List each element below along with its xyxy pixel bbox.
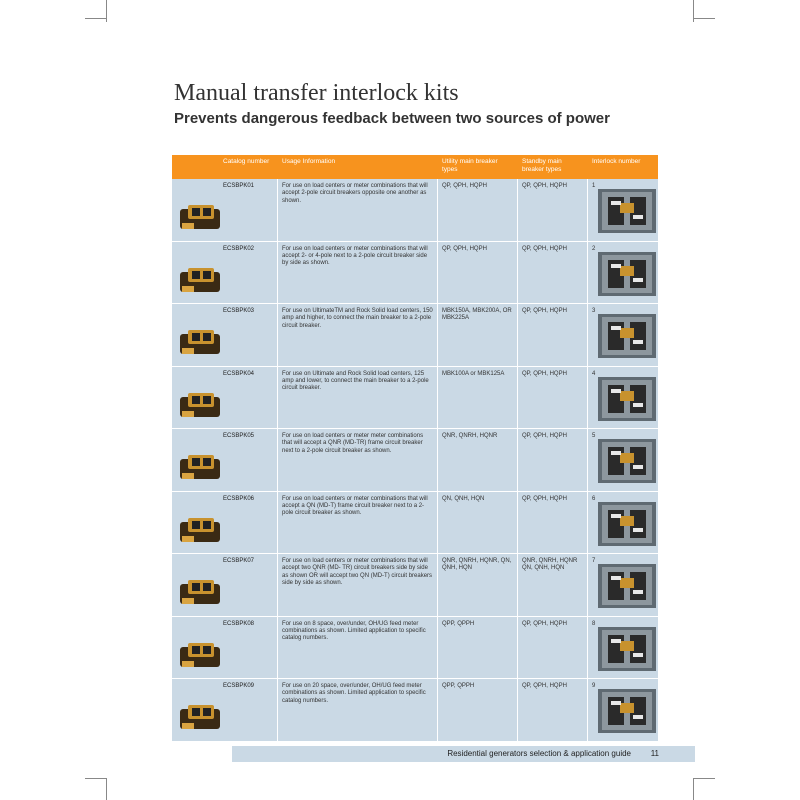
interlock-cell <box>588 429 658 491</box>
interlock-number: 6 <box>592 495 596 502</box>
catalog-cell <box>172 492 278 554</box>
interlock-kit-photo <box>178 262 224 296</box>
panel-photo <box>598 252 656 296</box>
interlock-number: 2 <box>592 245 596 252</box>
interlock-number: 3 <box>592 308 596 314</box>
crop-mark <box>693 778 715 779</box>
catalog-cell <box>172 617 278 679</box>
standby-breaker-cell: QP, QPH, HQPH <box>518 304 588 366</box>
catalog-number: ECSBPK08 <box>223 620 255 627</box>
interlock-cell <box>588 367 658 429</box>
catalog-number: ECSBPK02 <box>223 245 255 252</box>
catalog-number: ECSBPK05 <box>223 433 255 439</box>
usage-cell: For use on load centers or meter combinations that will accept 2-pole circuit breakers opposite one another as shown. <box>278 179 438 241</box>
interlock-number: 5 <box>592 433 596 439</box>
standby-breaker-cell: QP, QPH, HQPH <box>518 679 588 741</box>
usage-cell: For use on 8 space, over/under, OH/UG feed meter combinations as shown. Limited application to specific catalog numbers. <box>278 617 438 679</box>
interlock-number: 1 <box>592 183 596 189</box>
catalog-cell <box>172 367 278 429</box>
standby-breaker-cell: QP, QPH, HQPH <box>518 429 588 491</box>
interlock-number: 8 <box>592 620 596 627</box>
standby-breaker-cell: QP, QPH, HQPH <box>518 492 588 554</box>
usage-cell: For use on UltimateTM and Rock Solid load centers, 150 amp and higher, to connect the main breaker to a 2-pole circuit breaker. <box>278 304 438 366</box>
usage-cell: For use on load centers or meter meter combinations that will accept a QNR (MD-TR) frame circuit breaker next to a 2-pole circuit breaker as shown. <box>278 429 438 491</box>
panel-photo <box>598 689 656 733</box>
catalog-cell <box>172 429 278 491</box>
crop-mark <box>106 778 107 800</box>
header-utility-main-breaker-types: Utility main breaker types <box>442 158 498 173</box>
catalog-cell <box>172 554 278 616</box>
utility-breaker-cell: QNR, QNRH, HQNR <box>438 429 518 491</box>
catalog-cell <box>172 242 278 304</box>
page-title: Manual transfer interlock kits <box>174 80 459 106</box>
interlock-cell <box>588 617 658 679</box>
usage-cell: For use on load centers or meter combinations that will accept a QN (MD-T) frame circuit breaker next to a 2-pole circuit breaker as shown. <box>278 492 438 554</box>
table-row <box>172 242 658 305</box>
catalog-cell <box>172 304 278 366</box>
crop-mark <box>106 0 107 22</box>
standby-breaker-cell: QP, QPH, HQPH <box>518 617 588 679</box>
interlock-cell <box>588 492 658 554</box>
usage-cell: For use on 20 space, over/under, OH/UG feed meter combinations as shown. Limited application to specific catalog numbers. <box>278 679 438 741</box>
standby-breaker-cell: QP, QPH, HQPH <box>518 367 588 429</box>
catalog-number: ECSBPK04 <box>223 370 255 377</box>
table-row <box>172 304 658 367</box>
panel-photo <box>598 627 656 671</box>
utility-breaker-cell: QP, QPH, HQPH <box>438 179 518 241</box>
crop-mark <box>693 18 715 19</box>
interlock-kit-photo <box>178 512 224 546</box>
catalog-number: ECSBPK06 <box>223 495 255 502</box>
table-row <box>172 492 658 555</box>
utility-breaker-cell: QP, QPH, HQPH <box>438 242 518 304</box>
table-row <box>172 617 658 680</box>
usage-cell: For use on load centers or meter combinations that will accept 2- or 4-pole next to a 2-pole circuit breaker side by side as shown. <box>278 242 438 304</box>
interlock-kit-photo <box>178 199 224 233</box>
header-interlock-number: Interlock number <box>592 158 641 165</box>
header-catalog-number: Catalog number <box>223 158 270 165</box>
table-row <box>172 429 658 492</box>
interlock-kit-photo <box>178 637 224 671</box>
interlock-cell <box>588 554 658 616</box>
usage-cell: For use on load centers or meter combinations that will accept two QNR (MD- TR) circuit breakers side by side as shown OR will accept two QN (MD-T) circuit breakers side by side as shown. <box>278 554 438 616</box>
header-standby-main-breaker-types: Standby main breaker types <box>522 158 562 173</box>
catalog-number: ECSBPK07 <box>223 558 255 564</box>
page-number: 11 <box>650 749 659 758</box>
panel-photo <box>598 314 656 358</box>
catalog-number: ECSBPK09 <box>223 683 255 689</box>
interlock-kit-photo <box>178 699 224 733</box>
interlock-cell <box>588 179 658 241</box>
utility-breaker-cell: QPP, QPPH <box>438 679 518 741</box>
interlock-number: 7 <box>592 558 596 564</box>
interlock-kit-photo <box>178 387 224 421</box>
page-subtitle: Prevents dangerous feedback between two sources of power <box>174 110 610 127</box>
table-row <box>172 679 658 742</box>
utility-breaker-cell: MBK100A or MBK125A <box>438 367 518 429</box>
crop-mark <box>85 778 107 779</box>
catalog-cell <box>172 679 278 741</box>
panel-photo <box>598 189 656 233</box>
panel-photo <box>598 564 656 608</box>
standby-breaker-cell: QNR, QNRH, HQNR QN, QNH, HQN <box>518 554 588 616</box>
interlock-kits-table <box>172 155 658 742</box>
table-row <box>172 367 658 430</box>
panel-photo <box>598 502 656 546</box>
header-usage-information: Usage Information <box>282 158 336 165</box>
usage-cell: For use on Ultimate and Rock Solid load centers, 125 amp and lower, to connect the main breaker to a 2-pole circuit breaker. <box>278 367 438 429</box>
standby-breaker-cell: QP, QPH, HQPH <box>518 179 588 241</box>
table-row <box>172 179 658 242</box>
crop-mark <box>85 18 107 19</box>
interlock-kit-photo <box>178 574 224 608</box>
table-header <box>172 155 658 179</box>
crop-mark <box>693 778 694 800</box>
panel-photo <box>598 439 656 483</box>
footer-guide-title: Residential generators selection & application guide <box>447 749 631 758</box>
interlock-kit-photo <box>178 449 224 483</box>
interlock-cell <box>588 679 658 741</box>
catalog-cell <box>172 179 278 241</box>
catalog-number: ECSBPK03 <box>223 308 255 314</box>
utility-breaker-cell: MBK150A, MBK200A, OR MBK225A <box>438 304 518 366</box>
interlock-number: 4 <box>592 370 596 377</box>
footer-bar <box>232 746 695 762</box>
standby-breaker-cell: QP, QPH, HQPH <box>518 242 588 304</box>
interlock-number: 9 <box>592 683 596 689</box>
table-row <box>172 554 658 617</box>
utility-breaker-cell: QN, QNH, HQN <box>438 492 518 554</box>
catalog-number: ECSBPK01 <box>223 183 255 189</box>
interlock-kit-photo <box>178 324 224 358</box>
crop-mark <box>693 0 694 22</box>
utility-breaker-cell: QNR, QNRH, HQNR, QN, QNH, HQN <box>438 554 518 616</box>
utility-breaker-cell: QPP, QPPH <box>438 617 518 679</box>
interlock-cell <box>588 304 658 366</box>
interlock-cell <box>588 242 658 304</box>
panel-photo <box>598 377 656 421</box>
